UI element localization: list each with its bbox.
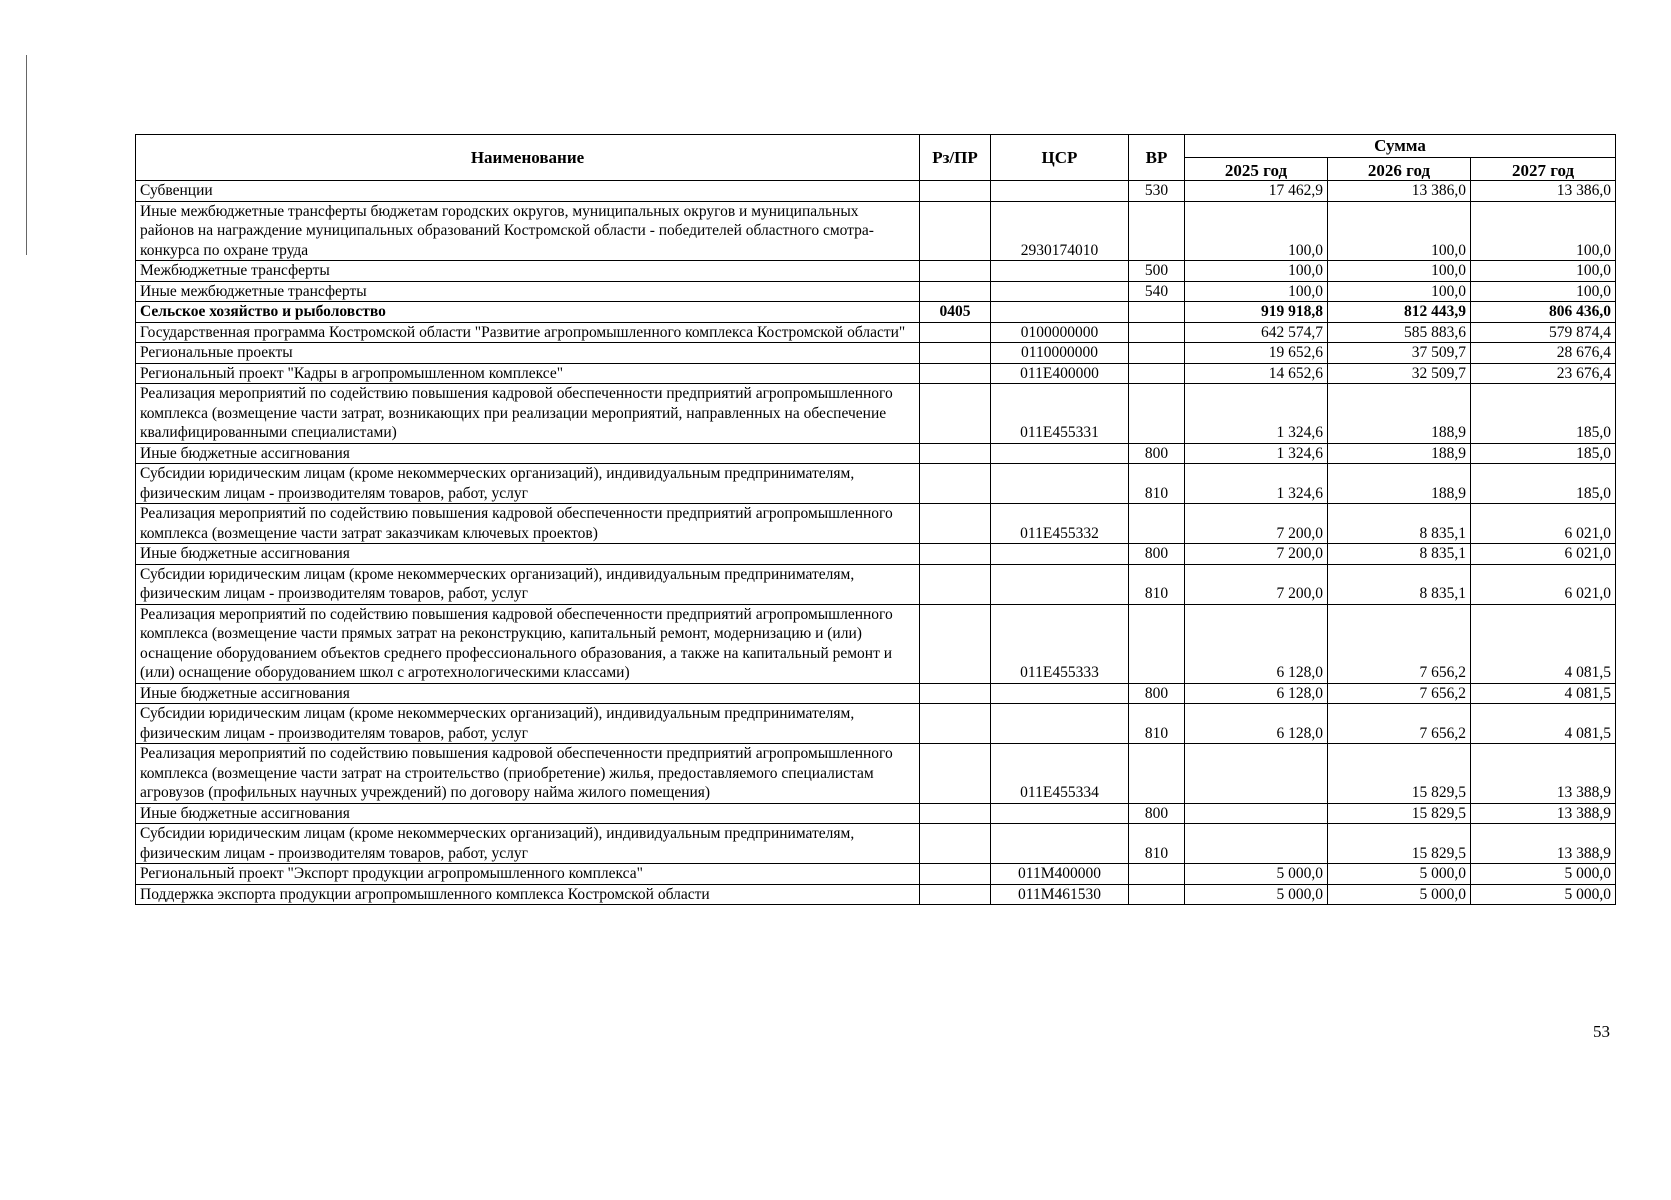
row-target-article-cell bbox=[991, 464, 1129, 504]
row-expense-type-cell bbox=[1129, 343, 1185, 364]
row-target-article-cell: 0100000000 bbox=[991, 322, 1129, 343]
row-target-article-cell bbox=[991, 261, 1129, 282]
row-target-article-cell: 011E455333 bbox=[991, 604, 1129, 683]
row-expense-type-cell bbox=[1129, 363, 1185, 384]
row-section-cell bbox=[920, 181, 991, 202]
table-row bbox=[136, 201, 1616, 261]
binding-margin-line bbox=[26, 55, 27, 255]
row-target-article-cell bbox=[991, 281, 1129, 302]
row-amount-2027-cell: 13 388,9 bbox=[1471, 744, 1616, 804]
table-row bbox=[136, 683, 1616, 704]
row-amount-2025-cell: 6 128,0 bbox=[1185, 604, 1328, 683]
table-row bbox=[136, 302, 1616, 323]
row-amount-2026-cell: 8 835,1 bbox=[1328, 564, 1471, 604]
row-amount-2025-cell bbox=[1185, 744, 1328, 804]
row-amount-2025-cell: 1 324,6 bbox=[1185, 384, 1328, 444]
row-target-article-cell: 011E400000 bbox=[991, 363, 1129, 384]
row-name-cell: Региональный проект "Кадры в агропромышленном комплексе" bbox=[136, 363, 920, 384]
row-expense-type-cell: 810 bbox=[1129, 464, 1185, 504]
row-name-cell: Реализация мероприятий по содействию повышения кадровой обеспеченности предприятий агропромышленного комплекса (возмещение части прямых затрат на реконструкцию, капитальный ремонт, модернизацию и (или) оснащение оборудованием объектов среднего профессионального образования, а также на капитальный ремонт и (или) оснащение оборудованием школ с агротехнологическими классами) bbox=[136, 604, 920, 683]
header-year-2027: 2027 год bbox=[1471, 158, 1616, 181]
table-row bbox=[136, 704, 1616, 744]
row-name-cell: Государственная программа Костромской области "Развитие агропромышленного комплекса Костромской области" bbox=[136, 322, 920, 343]
row-name-cell: Сельское хозяйство и рыболовство bbox=[136, 302, 920, 323]
row-section-cell bbox=[920, 704, 991, 744]
row-target-article-cell bbox=[991, 824, 1129, 864]
row-name-cell: Субсидии юридическим лицам (кроме некоммерческих организаций), индивидуальным предпринимателям, физическим лицам - производителям товаров, работ, услуг bbox=[136, 464, 920, 504]
table-row bbox=[136, 564, 1616, 604]
row-name-cell: Иные бюджетные ассигнования bbox=[136, 443, 920, 464]
row-expense-type-cell bbox=[1129, 604, 1185, 683]
row-amount-2025-cell bbox=[1185, 824, 1328, 864]
row-amount-2027-cell: 806 436,0 bbox=[1471, 302, 1616, 323]
row-amount-2026-cell: 5 000,0 bbox=[1328, 864, 1471, 885]
budget-table bbox=[135, 134, 1616, 905]
row-amount-2026-cell: 7 656,2 bbox=[1328, 604, 1471, 683]
row-section-cell bbox=[920, 803, 991, 824]
row-section-cell bbox=[920, 343, 991, 364]
row-section-cell bbox=[920, 744, 991, 804]
table-body bbox=[136, 181, 1616, 905]
row-target-article-cell: 011M400000 bbox=[991, 864, 1129, 885]
row-amount-2026-cell: 188,9 bbox=[1328, 464, 1471, 504]
row-amount-2027-cell: 13 388,9 bbox=[1471, 824, 1616, 864]
table-row bbox=[136, 363, 1616, 384]
row-amount-2027-cell: 13 388,9 bbox=[1471, 803, 1616, 824]
header-name: Наименование bbox=[136, 135, 920, 181]
table-row bbox=[136, 261, 1616, 282]
row-amount-2026-cell: 15 829,5 bbox=[1328, 744, 1471, 804]
table-row bbox=[136, 322, 1616, 343]
row-name-cell: Субсидии юридическим лицам (кроме некоммерческих организаций), индивидуальным предпринимателям, физическим лицам - производителям товаров, работ, услуг bbox=[136, 564, 920, 604]
row-name-cell: Региональный проект "Экспорт продукции агропромышленного комплекса" bbox=[136, 864, 920, 885]
row-target-article-cell: 011M461530 bbox=[991, 884, 1129, 905]
row-amount-2025-cell: 7 200,0 bbox=[1185, 564, 1328, 604]
table-row bbox=[136, 884, 1616, 905]
row-amount-2026-cell: 15 829,5 bbox=[1328, 824, 1471, 864]
row-target-article-cell bbox=[991, 443, 1129, 464]
table-row bbox=[136, 544, 1616, 565]
row-target-article-cell bbox=[991, 544, 1129, 565]
row-amount-2025-cell: 100,0 bbox=[1185, 201, 1328, 261]
row-amount-2027-cell: 6 021,0 bbox=[1471, 564, 1616, 604]
table-row bbox=[136, 384, 1616, 444]
row-name-cell: Межбюджетные трансферты bbox=[136, 261, 920, 282]
row-expense-type-cell bbox=[1129, 864, 1185, 885]
row-expense-type-cell: 810 bbox=[1129, 564, 1185, 604]
row-section-cell bbox=[920, 884, 991, 905]
row-expense-type-cell: 800 bbox=[1129, 683, 1185, 704]
row-amount-2026-cell: 32 509,7 bbox=[1328, 363, 1471, 384]
table-row bbox=[136, 281, 1616, 302]
row-amount-2025-cell: 919 918,8 bbox=[1185, 302, 1328, 323]
row-name-cell: Иные бюджетные ассигнования bbox=[136, 683, 920, 704]
row-section-cell bbox=[920, 544, 991, 565]
row-name-cell: Субвенции bbox=[136, 181, 920, 202]
row-section-cell bbox=[920, 504, 991, 544]
row-amount-2026-cell: 100,0 bbox=[1328, 281, 1471, 302]
row-amount-2026-cell: 5 000,0 bbox=[1328, 884, 1471, 905]
row-section-cell bbox=[920, 322, 991, 343]
row-target-article-cell: 011E455331 bbox=[991, 384, 1129, 444]
row-expense-type-cell: 500 bbox=[1129, 261, 1185, 282]
row-amount-2026-cell: 100,0 bbox=[1328, 201, 1471, 261]
row-expense-type-cell bbox=[1129, 884, 1185, 905]
row-amount-2027-cell: 28 676,4 bbox=[1471, 343, 1616, 364]
row-name-cell: Реализация мероприятий по содействию повышения кадровой обеспеченности предприятий агропромышленного комплекса (возмещение части затрат заказчикам ключевых проектов) bbox=[136, 504, 920, 544]
row-section-cell bbox=[920, 824, 991, 864]
row-name-cell: Реализация мероприятий по содействию повышения кадровой обеспеченности предприятий агропромышленного комплекса (возмещение части затрат, возникающих при реализации мероприятий, направленных на обеспечение квалифицированными специалистами) bbox=[136, 384, 920, 444]
table-row bbox=[136, 744, 1616, 804]
row-amount-2027-cell: 185,0 bbox=[1471, 384, 1616, 444]
row-target-article-cell bbox=[991, 803, 1129, 824]
row-expense-type-cell bbox=[1129, 322, 1185, 343]
row-amount-2025-cell: 6 128,0 bbox=[1185, 683, 1328, 704]
row-amount-2025-cell: 1 324,6 bbox=[1185, 464, 1328, 504]
row-target-article-cell bbox=[991, 564, 1129, 604]
row-amount-2025-cell: 6 128,0 bbox=[1185, 704, 1328, 744]
row-amount-2027-cell: 13 386,0 bbox=[1471, 181, 1616, 202]
row-expense-type-cell: 810 bbox=[1129, 704, 1185, 744]
row-section-cell bbox=[920, 564, 991, 604]
row-amount-2025-cell: 7 200,0 bbox=[1185, 504, 1328, 544]
row-amount-2025-cell: 1 324,6 bbox=[1185, 443, 1328, 464]
row-expense-type-cell bbox=[1129, 504, 1185, 544]
row-amount-2027-cell: 579 874,4 bbox=[1471, 322, 1616, 343]
row-section-cell bbox=[920, 464, 991, 504]
row-target-article-cell: 2930174010 bbox=[991, 201, 1129, 261]
row-amount-2025-cell: 19 652,6 bbox=[1185, 343, 1328, 364]
row-target-article-cell bbox=[991, 181, 1129, 202]
row-expense-type-cell: 540 bbox=[1129, 281, 1185, 302]
row-name-cell: Региональные проекты bbox=[136, 343, 920, 364]
table-row bbox=[136, 504, 1616, 544]
row-amount-2027-cell: 5 000,0 bbox=[1471, 884, 1616, 905]
row-section-cell bbox=[920, 604, 991, 683]
row-target-article-cell bbox=[991, 704, 1129, 744]
header-expense-type: ВР bbox=[1129, 135, 1185, 181]
row-amount-2026-cell: 188,9 bbox=[1328, 384, 1471, 444]
row-amount-2025-cell bbox=[1185, 803, 1328, 824]
header-year-2025: 2025 год bbox=[1185, 158, 1328, 181]
row-amount-2025-cell: 100,0 bbox=[1185, 261, 1328, 282]
row-amount-2027-cell: 4 081,5 bbox=[1471, 683, 1616, 704]
row-amount-2027-cell: 6 021,0 bbox=[1471, 544, 1616, 565]
row-section-cell bbox=[920, 363, 991, 384]
row-amount-2026-cell: 7 656,2 bbox=[1328, 683, 1471, 704]
row-target-article-cell bbox=[991, 302, 1129, 323]
row-name-cell: Иные бюджетные ассигнования bbox=[136, 544, 920, 565]
row-amount-2025-cell: 7 200,0 bbox=[1185, 544, 1328, 565]
row-amount-2027-cell: 5 000,0 bbox=[1471, 864, 1616, 885]
row-target-article-cell: 011E455332 bbox=[991, 504, 1129, 544]
row-amount-2027-cell: 100,0 bbox=[1471, 201, 1616, 261]
page-number: 53 bbox=[1593, 1022, 1610, 1041]
row-expense-type-cell: 800 bbox=[1129, 544, 1185, 565]
table-row bbox=[136, 864, 1616, 885]
row-section-cell bbox=[920, 261, 991, 282]
header-target-article: ЦСР bbox=[991, 135, 1129, 181]
table-row bbox=[136, 343, 1616, 364]
row-amount-2025-cell: 5 000,0 bbox=[1185, 864, 1328, 885]
header-year-2026: 2026 год bbox=[1328, 158, 1471, 181]
row-name-cell: Субсидии юридическим лицам (кроме некоммерческих организаций), индивидуальным предпринимателям, физическим лицам - производителям товаров, работ, услуг bbox=[136, 704, 920, 744]
row-amount-2027-cell: 185,0 bbox=[1471, 464, 1616, 504]
row-section-cell bbox=[920, 683, 991, 704]
row-section-cell bbox=[920, 384, 991, 444]
row-expense-type-cell: 530 bbox=[1129, 181, 1185, 202]
row-target-article-cell: 0110000000 bbox=[991, 343, 1129, 364]
row-section-cell bbox=[920, 201, 991, 261]
table-row bbox=[136, 824, 1616, 864]
row-section-cell bbox=[920, 281, 991, 302]
row-expense-type-cell bbox=[1129, 302, 1185, 323]
row-amount-2026-cell: 585 883,6 bbox=[1328, 322, 1471, 343]
row-name-cell: Иные межбюджетные трансферты bbox=[136, 281, 920, 302]
row-target-article-cell bbox=[991, 683, 1129, 704]
row-amount-2027-cell: 100,0 bbox=[1471, 281, 1616, 302]
row-expense-type-cell: 800 bbox=[1129, 443, 1185, 464]
table-row bbox=[136, 181, 1616, 202]
row-amount-2026-cell: 100,0 bbox=[1328, 261, 1471, 282]
row-expense-type-cell bbox=[1129, 744, 1185, 804]
row-amount-2026-cell: 188,9 bbox=[1328, 443, 1471, 464]
row-amount-2027-cell: 185,0 bbox=[1471, 443, 1616, 464]
table-row bbox=[136, 803, 1616, 824]
row-name-cell: Реализация мероприятий по содействию повышения кадровой обеспеченности предприятий агропромышленного комплекса (возмещение части затрат на строительство (приобретение) жилья, предоставляемого специалистам агровузов (профильных научных учреждений) по договору найма жилого помещения) bbox=[136, 744, 920, 804]
row-amount-2026-cell: 812 443,9 bbox=[1328, 302, 1471, 323]
row-amount-2026-cell: 15 829,5 bbox=[1328, 803, 1471, 824]
row-amount-2025-cell: 100,0 bbox=[1185, 281, 1328, 302]
row-amount-2026-cell: 7 656,2 bbox=[1328, 704, 1471, 744]
row-target-article-cell: 011E455334 bbox=[991, 744, 1129, 804]
row-amount-2025-cell: 5 000,0 bbox=[1185, 884, 1328, 905]
row-amount-2027-cell: 100,0 bbox=[1471, 261, 1616, 282]
row-amount-2027-cell: 6 021,0 bbox=[1471, 504, 1616, 544]
table-row bbox=[136, 464, 1616, 504]
table-row bbox=[136, 604, 1616, 683]
row-name-cell: Субсидии юридическим лицам (кроме некоммерческих организаций), индивидуальным предпринимателям, физическим лицам - производителям товаров, работ, услуг bbox=[136, 824, 920, 864]
row-amount-2026-cell: 8 835,1 bbox=[1328, 504, 1471, 544]
row-amount-2025-cell: 642 574,7 bbox=[1185, 322, 1328, 343]
row-expense-type-cell bbox=[1129, 384, 1185, 444]
row-amount-2025-cell: 17 462,9 bbox=[1185, 181, 1328, 202]
header-section: Рз/ПР bbox=[920, 135, 991, 181]
row-amount-2027-cell: 4 081,5 bbox=[1471, 604, 1616, 683]
row-amount-2027-cell: 4 081,5 bbox=[1471, 704, 1616, 744]
row-amount-2026-cell: 13 386,0 bbox=[1328, 181, 1471, 202]
row-name-cell: Поддержка экспорта продукции агропромышленного комплекса Костромской области bbox=[136, 884, 920, 905]
row-amount-2027-cell: 23 676,4 bbox=[1471, 363, 1616, 384]
row-expense-type-cell bbox=[1129, 201, 1185, 261]
header-sum: Сумма bbox=[1185, 135, 1616, 158]
row-expense-type-cell: 810 bbox=[1129, 824, 1185, 864]
table-row bbox=[136, 443, 1616, 464]
row-expense-type-cell: 800 bbox=[1129, 803, 1185, 824]
row-section-cell: 0405 bbox=[920, 302, 991, 323]
row-name-cell: Иные бюджетные ассигнования bbox=[136, 803, 920, 824]
row-section-cell bbox=[920, 864, 991, 885]
row-amount-2026-cell: 8 835,1 bbox=[1328, 544, 1471, 565]
row-section-cell bbox=[920, 443, 991, 464]
row-name-cell: Иные межбюджетные трансферты бюджетам городских округов, муниципальных округов и муниципальных районов на награждение муниципальных образований Костромской области - победителей областного смотра-конкурса по охране труда bbox=[136, 201, 920, 261]
row-amount-2025-cell: 14 652,6 bbox=[1185, 363, 1328, 384]
row-amount-2026-cell: 37 509,7 bbox=[1328, 343, 1471, 364]
